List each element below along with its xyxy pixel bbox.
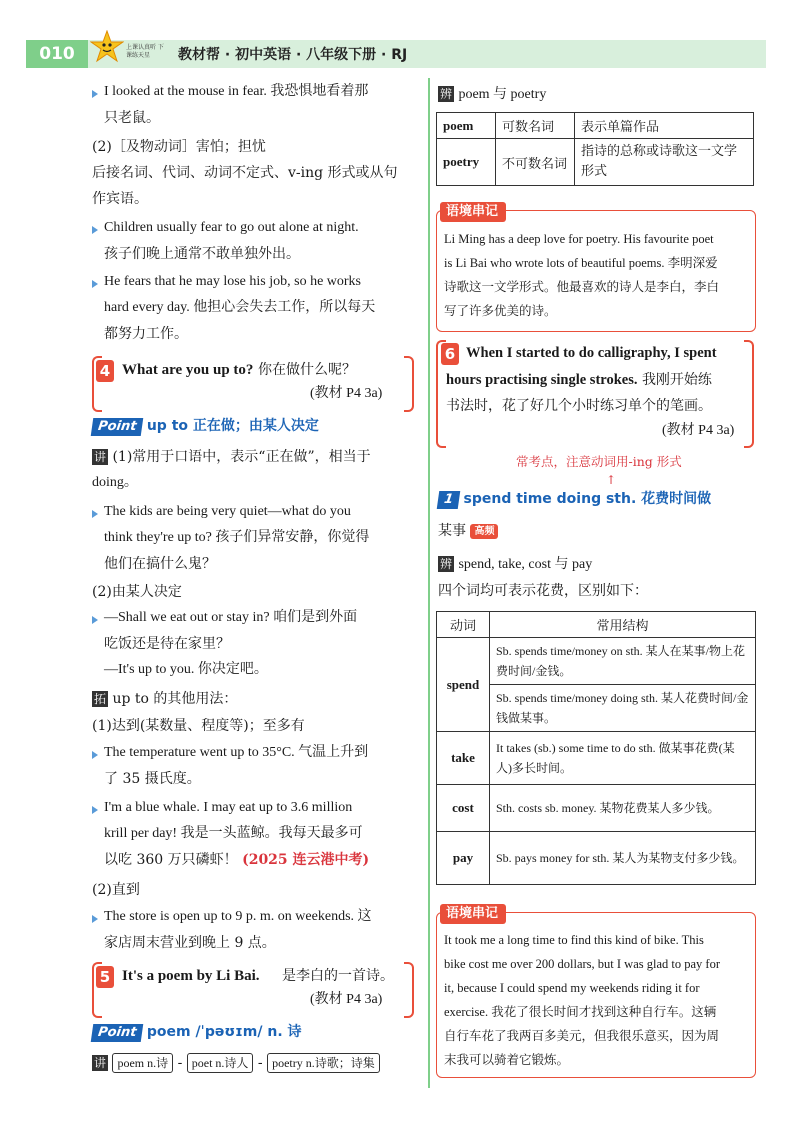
poem-poetry-table: [436, 112, 754, 186]
example-line: The temperature went up to 35°C. 气温上升到: [104, 745, 369, 760]
point-heading: [92, 1022, 302, 1042]
item-title: When I started to do calligraphy, I spent: [466, 345, 717, 361]
table-cell: poetry: [437, 139, 496, 186]
table-cell: 可数名词: [496, 113, 575, 139]
point-tag: Point: [91, 1024, 144, 1042]
context-line: 自行车花了我两百多美元，但我很乐意买，因为周: [444, 1028, 720, 1043]
column-divider: [428, 78, 430, 1088]
example-line: 只老鼠。: [104, 110, 160, 126]
table-row: [437, 638, 756, 685]
example-line: 他们在搞什么鬼？: [104, 556, 216, 572]
table-cell: cost: [437, 785, 490, 832]
table-row: [437, 113, 754, 139]
table-cell: spend: [437, 638, 490, 732]
sense-heading: (2)［及物动词］害怕；担忧: [92, 139, 266, 155]
table-cell: 指诗的总称或诗歌这一文学形式: [575, 139, 754, 186]
point-heading: [92, 416, 319, 436]
item-bracket: [744, 340, 754, 448]
example-text: 以吃 360 万只磷虾！: [104, 852, 238, 868]
extend-text: up to 的其他用法：: [112, 691, 238, 707]
item-title-line: [446, 370, 712, 390]
word-chip: poem n.诗: [112, 1053, 173, 1073]
word-chip: poetry n.诗歌；诗集: [267, 1053, 380, 1073]
header-slogan: 上课认真听 下课练天星: [126, 44, 164, 59]
spend-take-cost-pay-table: [436, 611, 756, 885]
example-line: 家店周末营业到晚上 9 点。: [104, 935, 276, 951]
compare-heading: [438, 84, 546, 105]
tuo-icon: 拓: [93, 692, 106, 706]
item-bracket: [404, 356, 414, 412]
bullet-icon: [92, 806, 98, 814]
sense-heading: (2)由某人决定: [92, 584, 182, 600]
page-number: 010: [26, 40, 88, 68]
context-label: 语境串记: [440, 202, 506, 222]
item-reference: (教材 P4 3a): [310, 386, 383, 401]
context-line: 写了许多优美的诗。: [444, 303, 557, 318]
example-line: I'm a blue whale. I may eat up to 3.6 million: [104, 800, 353, 815]
exam-note: 常考点，注意动词用-ing 形式: [516, 454, 682, 469]
item-number: 6: [441, 343, 459, 365]
item-number: 4: [96, 360, 114, 382]
context-line: Li Ming has a deep love for poetry. His favourite poet: [444, 232, 714, 246]
table-header: 常用结构: [490, 612, 756, 638]
example-line: [104, 850, 369, 870]
word-chip: poet n.诗人: [187, 1053, 254, 1073]
table-cell: Sb. spends time/money doing sth. 某人花费时间/金钱做某事。: [490, 685, 756, 732]
example-line: 孩子们晚上通常不敢单独外出。: [104, 246, 300, 262]
item-title: hours practising single strokes.: [446, 372, 638, 388]
context-line: It took me a long time to find this kind of bike. This: [444, 933, 704, 947]
example-line: krill per day! 我是一头蓝鲸。我每天最多可: [104, 826, 363, 841]
item-number: 5: [96, 966, 114, 988]
point-title-cont: 某事: [438, 523, 466, 539]
compare-title: poem 与 poetry: [458, 87, 547, 102]
bullet-icon: [92, 616, 98, 624]
bullet-icon: [92, 226, 98, 234]
extend-line: [92, 689, 237, 709]
bullet-icon: [92, 280, 98, 288]
item-title: What are you up to?: [122, 362, 254, 378]
table-row: [437, 732, 756, 785]
item-translation: 书法时，花了好几个小时练习单个的笔画。: [446, 398, 712, 414]
bian-icon: 辨: [439, 87, 452, 101]
exam-source: (2025 连云港中考): [242, 852, 370, 868]
sense-heading: (1)达到(某数量、程度等)；至多有: [92, 718, 305, 734]
example-line: 都努力工作。: [104, 326, 188, 342]
point-tag: 1: [437, 491, 461, 509]
point-title: poem /ˈpəʊɪm/ n. 诗: [146, 1024, 302, 1040]
context-line: 末我可以骑着它锻炼。: [444, 1052, 570, 1067]
table-row: [437, 612, 756, 638]
usage-note: 后接名词、代词、动词不定式、v-ing 形式或从句: [92, 165, 398, 181]
item-bracket: [404, 962, 414, 1018]
compare-title: spend, take, cost 与 pay: [458, 557, 593, 572]
table-cell: 表示单篇作品: [575, 113, 754, 139]
point-title: spend time doing sth. 花费时间做: [463, 491, 712, 507]
point-title: up to 正在做；由某人决定: [146, 418, 319, 434]
frequency-badge: 高频: [470, 524, 498, 539]
bian-icon: 辨: [439, 557, 452, 571]
example-line: think they're up to? 孩子们异常安静，你觉得: [104, 530, 370, 545]
explain-line: [92, 447, 371, 467]
bullet-icon: [92, 90, 98, 98]
example-line: 了 35 摄氏度。: [104, 771, 201, 787]
example-line: —It's up to you. 你决定吧。: [104, 662, 268, 677]
book-title: 教材帮 · 初中英语 · 八年级下册 · RJ: [178, 47, 408, 63]
table-cell: Sth. costs sb. money. 某物花费某人多少钱。: [490, 785, 756, 832]
item-title: It's a poem by Li Bai.: [122, 968, 260, 984]
table-cell: take: [437, 732, 490, 785]
point-tag: Point: [91, 418, 144, 436]
table-cell: pay: [437, 832, 490, 885]
context-line: it, because I could spend my weekends riding it for: [444, 981, 700, 995]
point-heading: [438, 489, 711, 509]
compare-note: 四个词均可表示花费，区别如下：: [438, 583, 648, 599]
table-header: 动词: [437, 612, 490, 638]
example-line: 吃饭还是待在家里？: [104, 636, 230, 652]
usage-note: 作宾语。: [92, 191, 148, 207]
example-line: —Shall we eat out or stay in? 咱们是到外面: [104, 610, 358, 625]
context-line: is Li Bai who wrote lots of beautiful poems. 李明深爱: [444, 256, 718, 270]
point-heading: [438, 521, 498, 541]
example-line: The kids are being very quiet—what do you: [104, 504, 351, 519]
context-line: 诗歌这一文学形式。他最喜欢的诗人是李白，李白: [444, 279, 720, 294]
word-family: 讲 poem n.诗 - poet n.诗人 - poetry n.诗歌；诗集: [92, 1053, 380, 1073]
example-line: I looked at the mouse in fear. 我恐惧地看着那: [104, 84, 369, 99]
example-line: hard every day. 他担心会失去工作，所以每天: [104, 300, 376, 315]
table-row: [437, 832, 756, 885]
item-reference: (教材 P4 3a): [662, 423, 735, 438]
explain-text: doing。: [92, 475, 138, 490]
table-cell: Sb. spends time/money on sth. 某人在某事/物上花费时间/金钱。: [490, 638, 756, 685]
item-translation: 你在做什么呢？: [258, 362, 356, 378]
table-cell: It takes (sb.) some time to do sth. 做某事花费(某人)多长时间。: [490, 732, 756, 785]
explain-text: (1)常用于口语中，表示“正在做”，相当于: [112, 449, 371, 465]
bullet-icon: [92, 510, 98, 518]
table-row: [437, 785, 756, 832]
context-label: 语境串记: [440, 904, 506, 924]
context-line: exercise. 我花了很长时间才找到这种自行车。这辆: [444, 1005, 717, 1019]
jiang-icon: 讲: [93, 1056, 106, 1070]
example-line: Children usually fear to go out alone at night.: [104, 220, 359, 235]
example-line: He fears that he may lose his job, so he works: [104, 274, 361, 289]
item-translation: 是李白的一首诗。: [282, 968, 394, 984]
bullet-icon: [92, 915, 98, 923]
context-line: bike cost me over 200 dollars, but I was glad to pay for: [444, 957, 720, 971]
item-translation: 我刚开始练: [641, 372, 712, 388]
arrow-up-icon: ↑: [606, 473, 617, 487]
compare-heading: [438, 554, 592, 575]
bullet-icon: [92, 751, 98, 759]
table-cell: Sb. pays money for sth. 某人为某物支付多少钱。: [490, 832, 756, 885]
jiang-icon: 讲: [93, 450, 106, 464]
sense-heading: (2)直到: [92, 882, 140, 898]
table-row: [437, 139, 754, 186]
table-cell: 不可数名词: [496, 139, 575, 186]
table-cell: poem: [437, 113, 496, 139]
item-reference: (教材 P4 3a): [310, 992, 383, 1007]
star-mascot-icon: [90, 30, 124, 64]
example-line: The store is open up to 9 p. m. on weekends. 这: [104, 909, 372, 924]
